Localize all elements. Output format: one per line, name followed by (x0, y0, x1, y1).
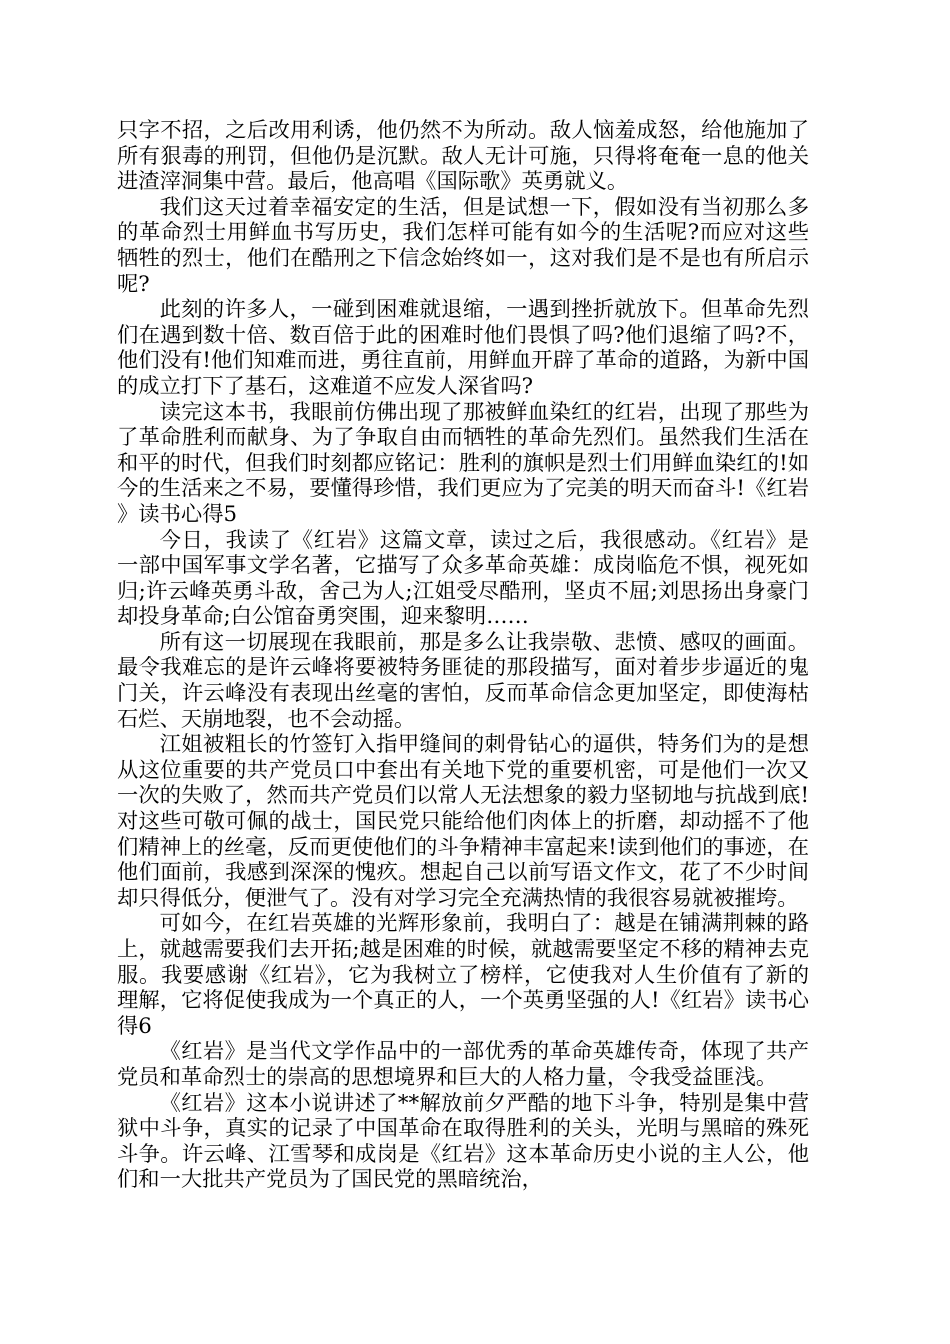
paragraph-5: 今日，我读了《红岩》这篇文章，读过之后，我很感动。《红岩》是一部中国军事文学名著，它描写了众多革命英雄：成岗临危不惧，视死如归;许云峰英勇斗敌，舍己为人;江姐受尽酷刑，坚贞不屈;刘思扬出身豪门却投身革命;白公馆奋勇突围，迎来黎明…… (117, 527, 809, 630)
paragraph-3: 此刻的许多人，一碰到困难就退缩，一遇到挫折就放下。但革命先烈们在遇到数十倍、数百倍于此的困难时他们畏惧了吗?他们退缩了吗?不，他们没有!他们知难而进，勇往直前，用鲜血开辟了革命的道路，为新中国的成立打下了基石，这难道不应发人深省吗? (117, 297, 809, 399)
paragraph-1: 只字不招，之后改用利诱，他仍然不为所动。敌人恼羞成怒，给他施加了所有狠毒的刑罚，但他仍是沉默。敌人无计可施，只得将奄奄一息的他关进渣滓洞集中营。最后，他高唱《国际歌》英勇就义。 (117, 118, 809, 195)
paragraph-7: 江姐被粗长的竹签钉入指甲缝间的刺骨钻心的逼供，特务们为的是想从这位重要的共产党员口中套出有关地下党的重要机密，可是他们一次又一次的失败了，然而共产党员们以常人无法想象的毅力坚韧地与抗战到底!对这些可敬可佩的战士，国民党只能给他们肉体上的折磨，却动摇不了他们精神上的丝毫，反而更使他们的斗争精神丰富起来!读到他们的事迹，在他们面前，我感到深深的愧疚。想起自己以前写语文作文，花了不少时间却只得低分，便泄气了。没有对学习完全充满热情的我很容易就被摧垮。 (117, 732, 809, 911)
paragraph-10: 《红岩》这本小说讲述了**解放前夕严酷的地下斗争，特别是集中营狱中斗争，真实的记录了中国革命在取得胜利的关头，光明与黑暗的殊死斗争。许云峰、江雪琴和成岗是《红岩》这本革命历史小说的主人公，他们和一大批共产党员为了国民党的黑暗统治， (117, 1090, 809, 1193)
paragraph-6: 所有这一切展现在我眼前，那是多么让我崇敬、悲愤、感叹的画面。最令我难忘的是许云峰将要被特务匪徒的那段描写，面对着步步逼近的鬼门关，许云峰没有表现出丝毫的害怕，反而革命信念更加坚定，即使海枯石烂、天崩地裂，也不会动摇。 (117, 629, 809, 732)
paragraph-8: 可如今，在红岩英雄的光辉形象前，我明白了：越是在铺满荆棘的路上，就越需要我们去开拓;越是困难的时候，就越需要坚定不移的精神去克服。我要感谢《红岩》，它为我树立了榜样，它使我对人生价值有了新的理解，它将促使我成为一个真正的人，一个英勇坚强的人!《红岩》读书心得6 (117, 911, 809, 1039)
paragraph-9: 《红岩》是当代文学作品中的一部优秀的革命英雄传奇，体现了共产党员和革命烈士的崇高的思想境界和巨大的人格力量，令我受益匪浅。 (117, 1039, 809, 1090)
paragraph-4: 读完这本书，我眼前仿佛出现了那被鲜血染红的红岩，出现了那些为了革命胜利而献身、为了争取自由而牺牲的革命先烈们。虽然我们生活在和平的时代，但我们时刻都应铭记：胜利的旗帜是烈士们用鲜血染红的!如今的生活来之不易，要懂得珍惜，我们更应为了完美的明天而奋斗!《红岩》读书心得5 (117, 399, 809, 527)
document-body (117, 118, 809, 1193)
paragraph-2: 我们这天过着幸福安定的生活，但是试想一下，假如没有当初那么多的革命烈士用鲜血书写历史，我们怎样可能有如今的生活呢?而应对这些牺牲的烈士，他们在酷刑之下信念始终如一，这对我们是不是也有所启示呢? (117, 194, 809, 297)
